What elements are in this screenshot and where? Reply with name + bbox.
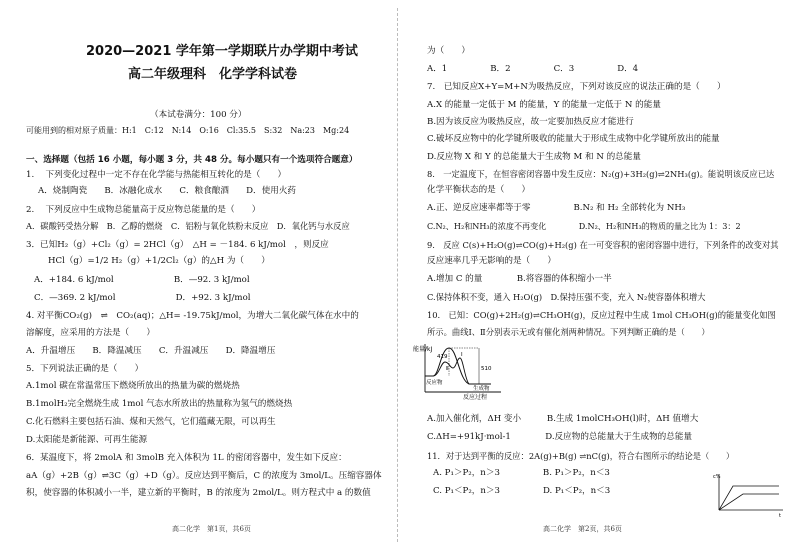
question-9-line-2: 反应速率几乎无影响的是（ ） [427,256,556,266]
question-1-options: A．烧制陶瓷 B．冰融化成水 C．粮食酿酒 D．使用火药 [38,186,297,196]
question-5-option-b: B.1molH₂完全燃烧生成 1mol 气态水所放出的热量称为氢气的燃烧热 [26,399,293,409]
exam-title: 2020—2021 学年第一学期联片办学期中考试 [86,44,358,59]
exam-subtitle: 高二年级理科 化学学科试卷 [128,67,298,82]
question-5-option-d: D.太阳能是新能源、可再生能源 [26,435,148,445]
question-11: 11．对于达到平衡的反应：2A(g)+B(g) ⇌nC(g)，符合右图所示的结论是（ ） [427,451,735,461]
question-8-line-2: 化学平衡状态的是（ ） [427,185,531,195]
question-10-line-2: 所示。曲线Ⅰ、Ⅱ分别表示无或有催化剂两种情况。下列判断正确的是（ ） [427,327,710,337]
energy-axis-label: 能量/kJ [413,346,433,353]
question-4: 4. 对平衡CO₂(g) ⇌ CO₂(aq)；△H= -19.75kJ/mol，为增大二氧化碳气体在水中的 [26,311,359,321]
question-8-options-cd: C.N₂、H₂和NH₃的浓度不再变化 D.N₂、H₂和NH₃的物质的量之比为 1：3：2 [427,221,741,231]
question-11-options-ab: A. P₁＞P₂，n＞3 B. P₁＞P₂，n＜3 [433,468,610,478]
peak-energy-label: 419 [437,354,448,360]
atomic-masses: 可能用到的相对原子质量：H:1 C:12 N:14 O:16 Cl:35.5 S:32 Na:23 Mg:24 [26,126,350,135]
question-7-option-b: B.因为该反应为吸热反应，故一定要加热反应才能进行 [427,117,634,127]
page-footer: 高二化学 第1页，共6页 [172,525,251,533]
question-9-options-cd: C.保持体积不变，通入 H₂O(g) D.保持压强不变，充入 N₂使容器体积增大 [427,292,706,302]
question-3: 3．已知H₂（g）+Cl₂（g）= 2HCl（g） △H = －184. 6 kJ/mol ，则反应 [26,240,329,250]
product-label: 生成物 [473,386,490,392]
section-heading: 一、选择题（包括 16 小题，每小题 3 分，共 48 分。每小题只有一个选项符合题意） [26,155,358,165]
question-5-option-a: A.1mol 碳在常温常压下燃烧所放出的热量为碳的燃烧热 [26,381,240,391]
p1-curve [719,486,779,510]
question-9-options-ab: A.增加 C 的量 B.将容器的体积缩小一半 [427,274,612,284]
question-6-line-3: 积，使容器的体积减小一半，建立新的平衡时，B 的浓度为 2mol/L。则方程式中 a 的数值 [26,488,371,498]
curve-ii-label: Ⅱ [446,366,449,372]
exam-page-2 [397,0,794,550]
question-6-line-2: aA（g）+2B（g）⇌3C（g）+D（g）。反应达到平衡后，C 的浓度为 3mol/L。压缩容器体 [26,471,382,481]
question-8: 8. 一定温度下，在恒容密闭容器中发生反应：N₂(g)+3H₂(g)⇌2NH₃(g)。能说明该反应已达 [427,169,775,179]
reactant-label: 反应物 [426,380,443,386]
score-note: （本试卷满分：100 分） [150,110,247,120]
question-6: 6．某温度下，将 2molA 和 3molB 充入体积为 1L 的密闭容器中，发生如下反应： [26,453,347,463]
question-1: 1. 下列变化过程中一定不存在化学能与热能相互转化的是（ ） [26,170,287,180]
question-10: 10. 已知：CO(g)+2H₂(g)⇌CH₃OH(g)，反应过程中生成 1mol CH₃OH(g)的能量变化如图 [427,310,776,320]
question-5-option-c: C.化石燃料主要包括石油、煤和天然气，它们蕴藏无限，可以再生 [26,417,276,427]
time-axis-label: t [779,513,781,518]
question-7: 7. 已知反应X+Y=M+N为吸热反应，下列对该反应的说法正确的是（ ） [427,82,726,92]
question-10-options-ab: A.加入催化剂，ΔH 变小 B.生成 1molCH₃OH(l)时，ΔH 值增大 [427,414,699,424]
question-7-option-d: D.反应物 X 和 Y 的总能量大于生成物 M 和 N 的总能量 [427,152,641,162]
reaction-axis-label: 反应过程 [463,394,488,400]
pressure-time-figure [713,470,785,518]
curve-i-label: Ⅰ [461,352,463,358]
question-7-option-a: A.X 的能量一定低于 M 的能量，Y 的能量一定低于 N 的能量 [427,100,661,110]
question-2-options: A．碳酸钙受热分解 B．乙醇的燃烧 C．铝粉与氧化铁粉末反应 D．氧化钙与水反应 [26,221,350,231]
energy-profile-figure [413,340,505,400]
page-footer: 高二化学 第2页，共6页 [543,525,622,533]
question-6-options: A．1 B．2 C．3 D．4 [427,64,639,74]
question-4-line-2: 溶解度，应采用的方法是（ ） [26,328,155,338]
question-9: 9. 反应 C(s)+H₂O(g)⇌CO(g)+H₂(g) 在一可变容积的密闭容器中进行，下列条件的改变对其 [427,240,779,250]
question-5: 5．下列说法正确的是（ ） [26,364,144,374]
question-8-options-ab: A.正、逆反应速率都等于零 B.N₂ 和 H₂ 全部转化为 NH₃ [427,203,686,213]
question-6-continuation: 为（ ） [427,46,470,56]
question-7-option-c: C.破坏反应物中的化学键所吸收的能量大于形成生成物中化学键所放出的能量 [427,134,720,144]
question-3-line-2: HCl（g）=1/2 H₂（g）+1/2Cl₂（g）的△H 为（ ） [48,256,270,266]
question-10-options-cd: C.ΔH=+91kJ·mol-1 D.反应物的总能量大于生成物的总能量 [427,432,693,442]
question-3-options-cd: C．—369. 2 kJ/mol D．+92. 3 kJ/mol [34,293,251,303]
question-11-options-cd: C. P₁＜P₂，n＞3 D. P₁＜P₂，n＜3 [433,486,611,496]
energy-difference-label: 510 [481,366,492,372]
question-4-options: A．升温增压 B．降温减压 C．升温减压 D．降温增压 [26,346,276,356]
question-2: 2. 下列反应中生成物总能量高于反应物总能量的是（ ） [26,205,261,215]
question-3-options-ab: A．+184. 6 kJ/mol B．—92. 3 kJ/mol [34,275,250,285]
p2-curve [719,494,779,510]
concentration-axis-label: c% [713,474,721,480]
